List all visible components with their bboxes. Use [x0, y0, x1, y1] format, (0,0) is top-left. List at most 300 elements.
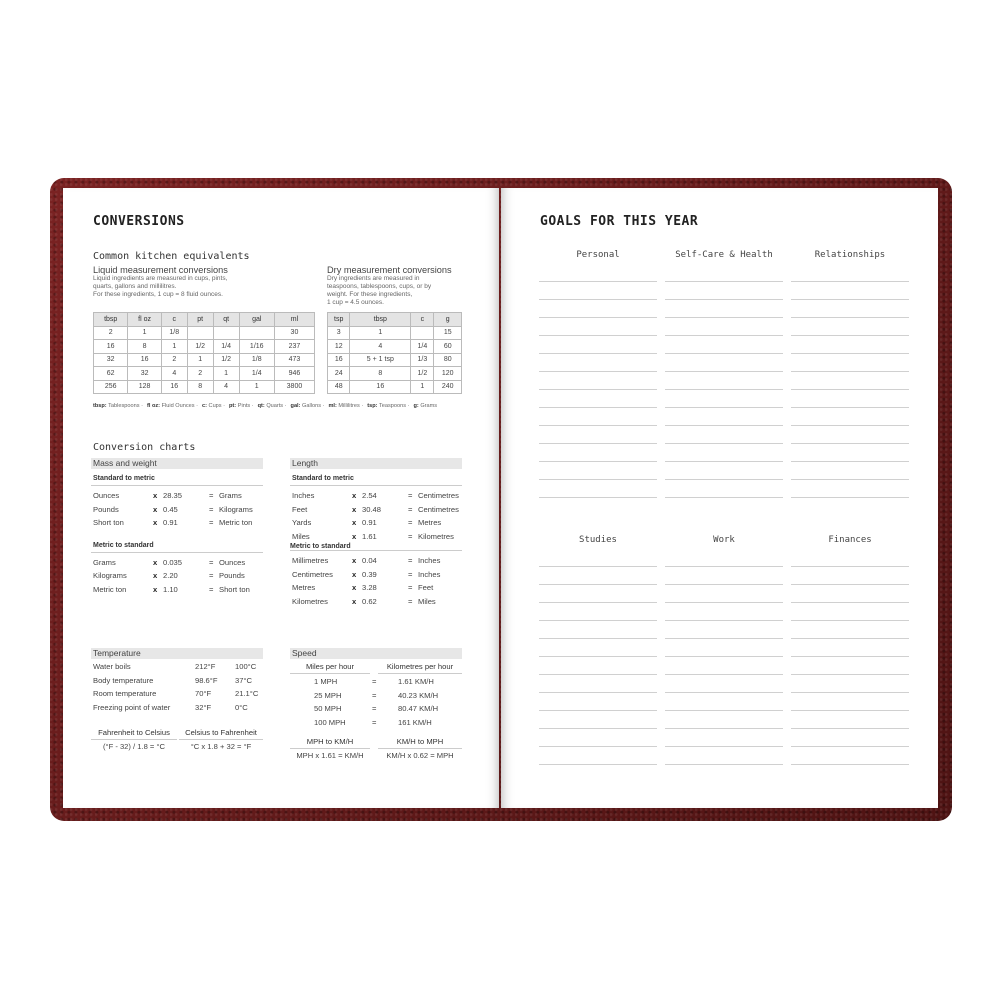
liquid-cell: 32	[94, 353, 128, 367]
legend-item: gal: Gallons ·	[290, 403, 325, 409]
goal-writing-line[interactable]	[791, 318, 909, 336]
from-unit: Ounces	[93, 491, 120, 500]
equals-sign: =	[408, 491, 413, 500]
temperature-rows	[91, 659, 263, 714]
dry-cell: 60	[434, 340, 462, 354]
speed-row	[290, 716, 462, 730]
goal-writing-line[interactable]	[791, 693, 909, 711]
goal-writing-line[interactable]	[665, 585, 783, 603]
from-unit: Miles	[292, 531, 310, 541]
goal-column	[791, 535, 909, 765]
conversion-row	[91, 556, 263, 570]
equals-sign: =	[372, 690, 377, 700]
liquid-header-cell: c	[161, 313, 187, 327]
liquid-row	[94, 326, 315, 340]
from-unit: Kilograms	[93, 571, 127, 580]
goal-writing-line[interactable]	[665, 657, 783, 675]
goal-writing-line[interactable]	[791, 729, 909, 747]
conversion-row	[290, 595, 462, 609]
dry-cell: 1	[350, 326, 411, 340]
mph-value: 50 MPH	[314, 704, 342, 713]
k2m-label: KM/H to MPH	[378, 737, 462, 749]
m2k-label: MPH to KM/H	[290, 737, 370, 749]
liquid-cell: 3800	[274, 380, 314, 394]
factor: 3.28	[362, 583, 377, 592]
to-unit: Ounces	[219, 557, 246, 567]
legend-abbr: tbsp:	[93, 403, 107, 409]
factor: 0.035	[163, 557, 183, 567]
to-unit: Centimetres	[418, 504, 459, 514]
to-unit: Short ton	[219, 584, 250, 594]
liquid-cell	[187, 326, 213, 340]
goal-writing-line[interactable]	[539, 462, 657, 480]
from-unit: Metric ton	[93, 584, 127, 594]
goal-writing-line[interactable]	[539, 426, 657, 444]
goal-writing-line[interactable]	[791, 549, 909, 567]
goal-column-title: Self-Care & Health	[675, 250, 773, 260]
dry-cell: 1/3	[411, 353, 434, 367]
goal-writing-line[interactable]	[665, 675, 783, 693]
conversions-page	[63, 188, 499, 808]
times-sign: x	[153, 491, 158, 500]
goal-writing-line[interactable]	[665, 480, 783, 498]
conversion-row	[290, 503, 462, 517]
from-unit: Millimetres	[292, 556, 329, 565]
to-unit: Pounds	[219, 571, 245, 580]
dry-row	[328, 326, 462, 340]
length-m2s-label: Metric to standard	[290, 543, 462, 551]
temperature-row	[91, 660, 263, 674]
liquid-cell	[239, 326, 274, 340]
dry-cell: 12	[328, 340, 350, 354]
liquid-row	[94, 367, 315, 381]
goal-writing-line[interactable]	[539, 747, 657, 765]
liquid-header-cell: pt	[187, 313, 213, 327]
goal-writing-line[interactable]	[791, 567, 909, 585]
kmh-value: 161 KM/H	[398, 717, 432, 727]
liquid-cell: 1	[161, 340, 187, 354]
goal-writing-line[interactable]	[791, 585, 909, 603]
legend-item: ml: Millilitres ·	[328, 403, 364, 409]
mph-value: 1 MPH	[314, 677, 338, 686]
liquid-desc-2: quarts, gallons and millilitres.	[93, 283, 177, 290]
liquid-cell: 1/2	[187, 340, 213, 354]
goal-writing-line[interactable]	[665, 372, 783, 390]
factor: 2.20	[163, 571, 178, 580]
f2c-label: Fahrenheit to Celsius	[91, 728, 177, 740]
dry-cell: 1/4	[411, 340, 434, 354]
goal-writing-line[interactable]	[539, 693, 657, 711]
to-unit: Inches	[418, 556, 441, 565]
to-unit: Kilograms	[219, 504, 253, 514]
factor: 2.54	[362, 491, 377, 500]
goal-writing-line[interactable]	[665, 567, 783, 585]
dry-cell: 80	[434, 353, 462, 367]
goal-writing-line[interactable]	[791, 408, 909, 426]
length-s2m-label: Standard to metric	[290, 469, 462, 486]
liquid-section	[93, 265, 318, 299]
dry-cell: 24	[328, 367, 350, 381]
goal-writing-line[interactable]	[539, 657, 657, 675]
legend-full: Fluid Ounces	[161, 403, 195, 409]
conversion-row	[290, 530, 462, 544]
legend-full: Pints	[237, 403, 251, 409]
temperature-label: Water boils	[93, 662, 131, 671]
conversion-row	[91, 503, 263, 517]
goal-column-title: Relationships	[814, 250, 886, 260]
legend-abbr: qt:	[257, 403, 265, 409]
factor: 0.39	[362, 569, 377, 579]
from-unit: Pounds	[93, 504, 119, 514]
celsius-value: 21.1°C	[235, 689, 259, 698]
liquid-cell: 256	[94, 380, 128, 394]
goal-writing-line[interactable]	[791, 300, 909, 318]
mph-value: 100 MPH	[314, 717, 346, 727]
liquid-header-cell: gal	[239, 313, 274, 327]
goal-writing-line[interactable]	[539, 567, 657, 585]
kmh-header: Kilometres per hour	[378, 662, 462, 674]
dry-cell: 240	[434, 380, 462, 394]
legend-abbr: tsp:	[367, 403, 378, 409]
legend-abbr: fl oz:	[146, 403, 161, 409]
goal-writing-line[interactable]	[665, 639, 783, 657]
goal-writing-line[interactable]	[665, 621, 783, 639]
legend-item: c: Cups ·	[201, 403, 226, 409]
from-unit: Grams	[93, 557, 116, 567]
equals-sign: =	[408, 556, 413, 565]
mass-title: Mass and weight	[91, 458, 263, 469]
dry-title: Dry measurement conversions	[327, 265, 452, 275]
temperature-row	[91, 701, 263, 715]
liquid-cell	[213, 326, 239, 340]
legend-item: pt: Pints ·	[229, 403, 254, 409]
equals-sign: =	[372, 704, 377, 713]
goal-writing-line[interactable]	[539, 390, 657, 408]
liquid-cell: 4	[161, 367, 187, 381]
liquid-cell: 946	[274, 367, 314, 381]
dry-row	[328, 340, 462, 354]
goal-writing-line[interactable]	[791, 480, 909, 498]
speed-section	[290, 648, 462, 767]
times-sign: x	[352, 596, 357, 606]
dry-row	[328, 380, 462, 394]
liquid-title: Liquid measurement conversions	[93, 265, 228, 275]
length-title: Length	[290, 458, 462, 469]
equals-sign: =	[372, 717, 377, 727]
equals-sign: =	[408, 518, 413, 527]
goal-writing-line[interactable]	[665, 282, 783, 300]
celsius-value: 0°C	[235, 702, 248, 712]
goal-writing-line[interactable]	[665, 711, 783, 729]
to-unit: Metres	[418, 518, 442, 527]
goal-writing-line[interactable]	[539, 444, 657, 462]
length-s2m-rows	[290, 486, 462, 543]
conversion-row	[91, 489, 263, 503]
goal-writing-line[interactable]	[665, 693, 783, 711]
legend-item: tbsp: Tablespoons ·	[93, 403, 143, 409]
factor: 0.91	[362, 518, 377, 527]
liquid-header-cell: qt	[213, 313, 239, 327]
dry-desc-4: 1 cup = 4.5 ounces.	[327, 299, 384, 306]
goal-writing-line[interactable]	[791, 282, 909, 300]
times-sign: x	[352, 518, 357, 527]
liquid-cell: 1/16	[239, 340, 274, 354]
legend-full: Millilitres	[338, 403, 360, 409]
dry-cell: 4	[350, 340, 411, 354]
goal-writing-line[interactable]	[539, 318, 657, 336]
temperature-title: Temperature	[91, 648, 263, 659]
equals-sign: =	[408, 596, 413, 606]
goal-writing-line[interactable]	[665, 603, 783, 621]
factor: 0.45	[163, 504, 178, 514]
liquid-cell: 1/8	[239, 353, 274, 367]
goal-writing-line[interactable]	[539, 336, 657, 354]
times-sign: x	[153, 571, 158, 580]
dry-row	[328, 367, 462, 381]
dry-cell: 5 + 1 tsp	[350, 353, 411, 367]
celsius-value: 100°C	[235, 662, 257, 671]
liquid-row	[94, 380, 315, 394]
goal-writing-line[interactable]	[791, 711, 909, 729]
times-sign: x	[153, 504, 158, 514]
liquid-cell: 1/2	[213, 353, 239, 367]
goal-writing-line[interactable]	[539, 585, 657, 603]
temperature-label: Body temperature	[93, 675, 154, 685]
goal-writing-line[interactable]	[665, 300, 783, 318]
liquid-cell: 1/4	[213, 340, 239, 354]
legend-abbr: pt:	[229, 403, 237, 409]
to-unit: Metric ton	[219, 518, 253, 527]
liquid-cell: 1/4	[239, 367, 274, 381]
liquid-desc-3: For these ingredients, 1 cup = 8 fluid ounces.	[93, 291, 223, 298]
to-unit: Feet	[418, 583, 434, 592]
goal-writing-line[interactable]	[539, 621, 657, 639]
legend-item: qt: Quarts ·	[257, 403, 287, 409]
goal-writing-line[interactable]	[665, 444, 783, 462]
goal-writing-line[interactable]	[665, 408, 783, 426]
to-unit: Centimetres	[418, 491, 459, 500]
liquid-header-cell: fl oz	[128, 313, 161, 327]
goal-writing-line[interactable]	[665, 747, 783, 765]
equals-sign: =	[209, 518, 214, 527]
goal-writing-line[interactable]	[665, 264, 783, 282]
temperature-row	[91, 687, 263, 701]
liquid-cell: 16	[128, 353, 161, 367]
goal-writing-line[interactable]	[539, 675, 657, 693]
liquid-cell: 1/8	[161, 326, 187, 340]
goal-writing-line[interactable]	[665, 729, 783, 747]
liquid-cell: 2	[187, 367, 213, 381]
goal-writing-line[interactable]	[539, 480, 657, 498]
goal-writing-line[interactable]	[791, 675, 909, 693]
liquid-cell: 1	[128, 326, 161, 340]
goals-top-section	[539, 250, 911, 510]
times-sign: x	[352, 491, 357, 500]
dry-section	[327, 265, 477, 307]
goal-writing-line[interactable]	[791, 390, 909, 408]
factor: 1.10	[163, 584, 178, 594]
to-unit: Grams	[219, 491, 242, 500]
conversion-row	[290, 581, 462, 595]
liquid-cell: 1	[239, 380, 274, 394]
goal-writing-line[interactable]	[665, 336, 783, 354]
goal-writing-line[interactable]	[539, 372, 657, 390]
from-unit: Metres	[292, 583, 316, 592]
times-sign: x	[153, 584, 158, 594]
goal-writing-line[interactable]	[665, 354, 783, 372]
dry-desc-2: teaspoons, tablespoons, cups, or by	[327, 283, 432, 290]
speed-title: Speed	[290, 648, 462, 659]
dry-header-cell: tsp	[328, 313, 350, 327]
dry-cell: 16	[350, 380, 411, 394]
abbreviation-legend	[93, 403, 493, 409]
goal-column-title: Studies	[579, 535, 617, 545]
factor: 28.35	[163, 491, 183, 500]
equals-sign: =	[209, 491, 214, 500]
liquid-cell: 2	[161, 353, 187, 367]
liquid-cell: 2	[94, 326, 128, 340]
goals-bottom-section	[539, 535, 911, 775]
celsius-value: 37°C	[235, 675, 252, 685]
liquid-table	[93, 312, 315, 394]
goal-writing-line[interactable]	[791, 639, 909, 657]
liquid-cell: 473	[274, 353, 314, 367]
kmh-value: 1.61 KM/H	[398, 677, 434, 686]
goal-writing-line[interactable]	[791, 444, 909, 462]
mass-m2s-label: Metric to standard	[91, 530, 263, 553]
goal-writing-line[interactable]	[539, 300, 657, 318]
liquid-row	[94, 340, 315, 354]
fahrenheit-value: 32°F	[195, 702, 212, 712]
page-title: CONVERSIONS	[93, 214, 185, 229]
times-sign: x	[352, 504, 357, 514]
dry-cell: 48	[328, 380, 350, 394]
goal-writing-line[interactable]	[665, 318, 783, 336]
liquid-desc-1: Liquid ingredients are measured in cups, pints,	[93, 275, 228, 282]
from-unit: Inches	[292, 491, 315, 500]
legend-item	[413, 403, 437, 409]
conversion-row	[91, 583, 263, 597]
goal-column-title: Personal	[576, 250, 620, 260]
c2f-label: Celsius to Fahrenheit	[179, 728, 263, 740]
speed-row	[290, 702, 462, 716]
goal-writing-line[interactable]	[539, 282, 657, 300]
length-m2s-rows	[290, 551, 462, 608]
goal-writing-line[interactable]	[539, 354, 657, 372]
goal-writing-line[interactable]	[791, 603, 909, 621]
goal-writing-line[interactable]	[791, 372, 909, 390]
speed-formulas	[290, 737, 462, 767]
goal-writing-line[interactable]	[791, 426, 909, 444]
mph-value: 25 MPH	[314, 690, 342, 700]
legend-abbr: c:	[201, 403, 207, 409]
goal-writing-line[interactable]	[539, 264, 657, 282]
fahrenheit-value: 70°F	[195, 689, 212, 698]
conversion-row	[290, 516, 462, 530]
temperature-formulas	[91, 728, 263, 768]
goal-writing-line[interactable]	[791, 354, 909, 372]
times-sign: x	[153, 518, 158, 527]
equals-sign: =	[408, 531, 413, 541]
from-unit: Centimetres	[292, 569, 333, 579]
legend-abbr: gal:	[290, 403, 301, 409]
liquid-cell: 8	[128, 340, 161, 354]
times-sign: x	[352, 569, 357, 579]
liquid-cell: 1	[187, 353, 213, 367]
dry-cell: 3	[328, 326, 350, 340]
k2m-formula: KM/H x 0.62 = MPH	[386, 751, 454, 760]
dry-desc-1: Dry ingredients are measured in	[327, 275, 420, 282]
speed-row	[290, 675, 462, 689]
fahrenheit-value: 98.6°F	[195, 675, 218, 685]
to-unit: Kilometres	[418, 531, 454, 541]
times-sign: x	[352, 583, 357, 592]
dry-table	[327, 312, 462, 394]
fahrenheit-value: 212°F	[195, 662, 216, 671]
goal-writing-line[interactable]	[665, 390, 783, 408]
goal-writing-line[interactable]	[791, 657, 909, 675]
mph-header: Miles per hour	[290, 662, 370, 674]
goal-writing-line[interactable]	[539, 603, 657, 621]
speed-rows	[290, 675, 462, 729]
c2f-formula: °C x 1.8 + 32 = °F	[190, 742, 252, 751]
times-sign: x	[153, 557, 158, 567]
legend-abbr: g:	[413, 403, 419, 409]
liquid-cell: 237	[274, 340, 314, 354]
dry-header-cell: g	[434, 313, 462, 327]
equals-sign: =	[209, 571, 214, 580]
goal-writing-line[interactable]	[791, 336, 909, 354]
liquid-cell: 4	[213, 380, 239, 394]
goal-writing-line[interactable]	[791, 747, 909, 765]
goal-writing-line[interactable]	[665, 462, 783, 480]
goal-writing-line[interactable]	[665, 426, 783, 444]
goals-page	[501, 188, 938, 808]
liquid-cell: 62	[94, 367, 128, 381]
length-section	[290, 458, 462, 608]
equals-sign: =	[408, 569, 413, 579]
goal-writing-line[interactable]	[665, 549, 783, 567]
conversion-row	[91, 569, 263, 583]
goal-writing-line[interactable]	[539, 711, 657, 729]
legend-full: Gallons	[302, 403, 322, 409]
factor: 0.04	[362, 556, 377, 565]
goal-writing-line[interactable]	[539, 408, 657, 426]
from-unit: Yards	[292, 518, 312, 527]
goal-column	[791, 250, 909, 498]
dry-cell: 16	[328, 353, 350, 367]
equals-sign: =	[408, 504, 413, 514]
dry-header-row	[328, 313, 462, 327]
goal-column-title: Work	[713, 535, 735, 545]
goal-writing-line[interactable]	[539, 549, 657, 567]
factor: 30.48	[362, 504, 382, 514]
liquid-header-row	[94, 313, 315, 327]
kmh-value: 40.23 KM/H	[398, 690, 439, 700]
goal-writing-line[interactable]	[539, 639, 657, 657]
goal-writing-line[interactable]	[791, 621, 909, 639]
conversion-row	[290, 568, 462, 582]
liquid-row	[94, 353, 315, 367]
temperature-label: Room temperature	[93, 689, 157, 698]
equals-sign: =	[372, 677, 377, 686]
goal-writing-line[interactable]	[791, 462, 909, 480]
goal-writing-line[interactable]	[791, 264, 909, 282]
dry-header-cell: c	[411, 313, 434, 327]
goal-writing-line[interactable]	[539, 729, 657, 747]
goal-column	[539, 535, 657, 765]
to-unit: Miles	[418, 596, 436, 606]
